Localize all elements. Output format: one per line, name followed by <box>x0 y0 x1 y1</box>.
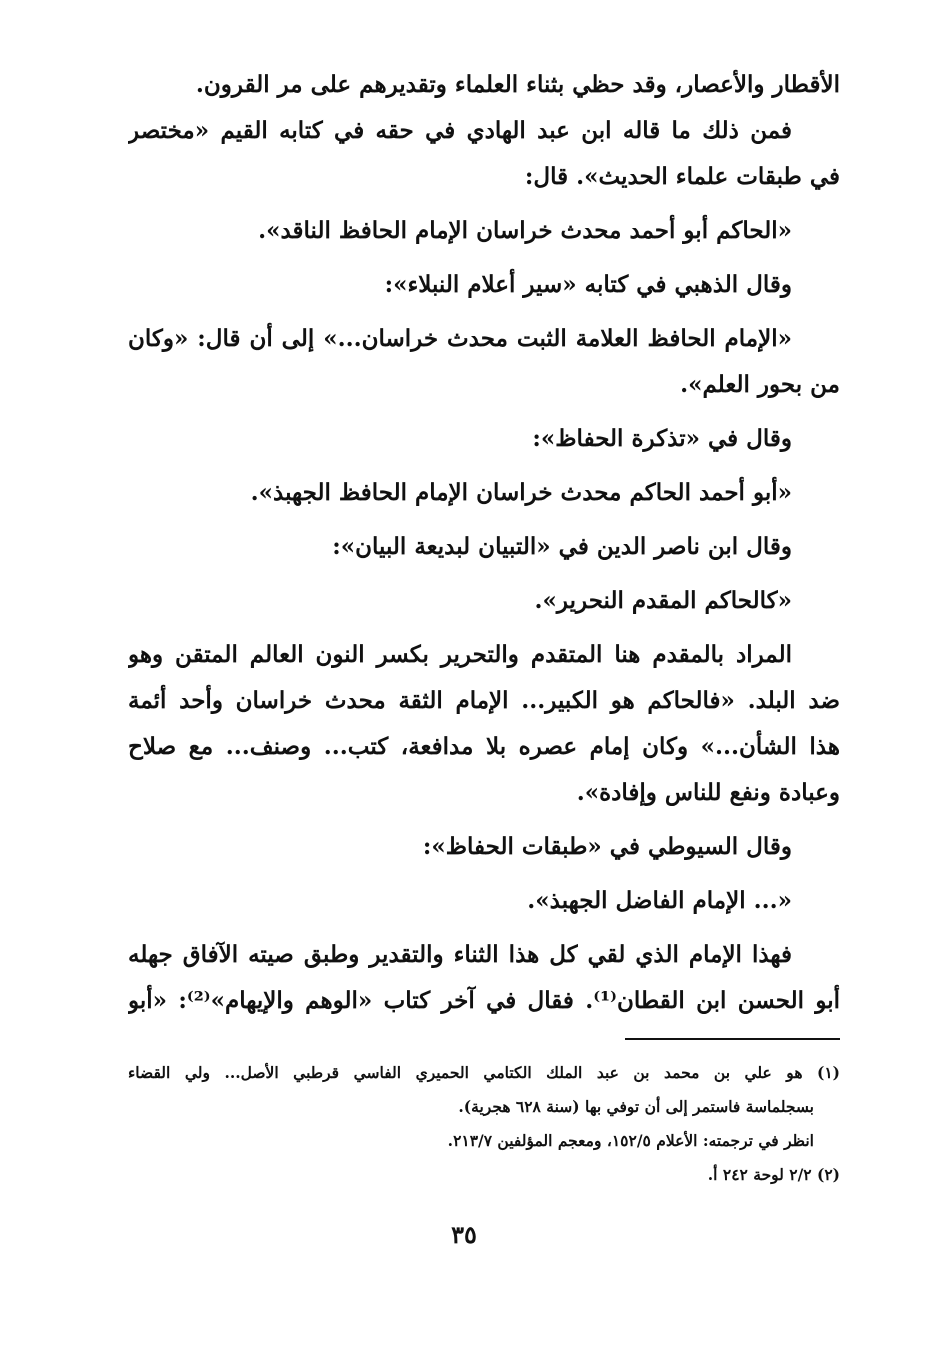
main-text <box>128 62 840 1024</box>
footnote-divider <box>625 1038 840 1040</box>
text-line: وقال الذهبي في كتابه «سير أعلام النبلاء»: <box>384 271 792 298</box>
text-line: الأقطار والأعصار، وقد حظي بثناء العلماء وتقديرهم على مر القرون. <box>195 71 840 98</box>
text-line: أبو الحسن ابن القطان⁽¹⁾. فقال في آخر كتاب «الوهم والإيهام»⁽²⁾: «أبو <box>128 987 840 1014</box>
text-line: في طبقات علماء الحديث». قال: <box>524 163 840 190</box>
footnote-line: انظر في ترجمته: الأعلام ١٥٢/٥، ومعجم المؤلفين ٢١٣/٧. <box>447 1131 814 1150</box>
quote-line: «كالحاكم المقدم النحرير». <box>534 587 792 614</box>
text-line: وقال السيوطي في «طبقات الحفاظ»: <box>422 833 792 860</box>
text-line: وعبادة ونفع للناس وإفادة». <box>576 779 840 806</box>
quote-line: «... الإمام الفاضل الجهبذ». <box>527 887 792 914</box>
text-line: وقال ابن ناصر الدين في «التبيان لبديعة البيان»: <box>332 533 792 560</box>
quote-line: من بحور العلم». <box>680 371 840 398</box>
quote-line: «الحاكم أبو أحمد محدث خراسان الإمام الحافظ الناقد». <box>258 217 792 244</box>
text-line: فمن ذلك ما قاله ابن عبد الهادي في حقه في كتابه القيم «مختصر <box>128 117 792 144</box>
text-line: وقال في «تذكرة الحفاظ»: <box>532 425 792 452</box>
footnotes <box>128 1056 840 1192</box>
footnote-line: (١) هو علي بن محمد بن عبد الملك الكتامي الحميري الفاسي قرطبي الأصل... ولي القضاء <box>128 1063 840 1082</box>
text-line: المراد بالمقدم هنا المتقدم والتحرير بكسر النون العالم المتقن وهو <box>128 641 792 668</box>
page-number: ٣٥ <box>451 1220 477 1249</box>
quote-line: «الإمام الحافظ العلامة الثبت محدث خراسان...» إلى أن قال: «وكان <box>128 325 792 352</box>
text-line: هذا الشأن...» وكان إمام عصره بلا مدافعة، كتب... وصنف... مع صلاح <box>128 733 840 760</box>
text-line: ضد البلد. «فالحاكم هو الكبير... الإمام الثقة محدث خراسان وأحد أئمة <box>128 687 840 714</box>
text-line: فهذا الإمام الذي لقي كل هذا الثناء والتقدير وطبق صيته الآفاق جهله <box>128 941 792 968</box>
footnote-line: بسجلماسة فاستمر إلى أن توفي بها (سنة ٦٢٨ هجرية). <box>458 1097 814 1116</box>
footnote-line: (٢) ٢/٢ لوحة ٢٤٢ أ. <box>707 1165 840 1184</box>
quote-line: «أبو أحمد الحاكم محدث خراسان الإمام الحافظ الجهبذ». <box>250 479 792 506</box>
